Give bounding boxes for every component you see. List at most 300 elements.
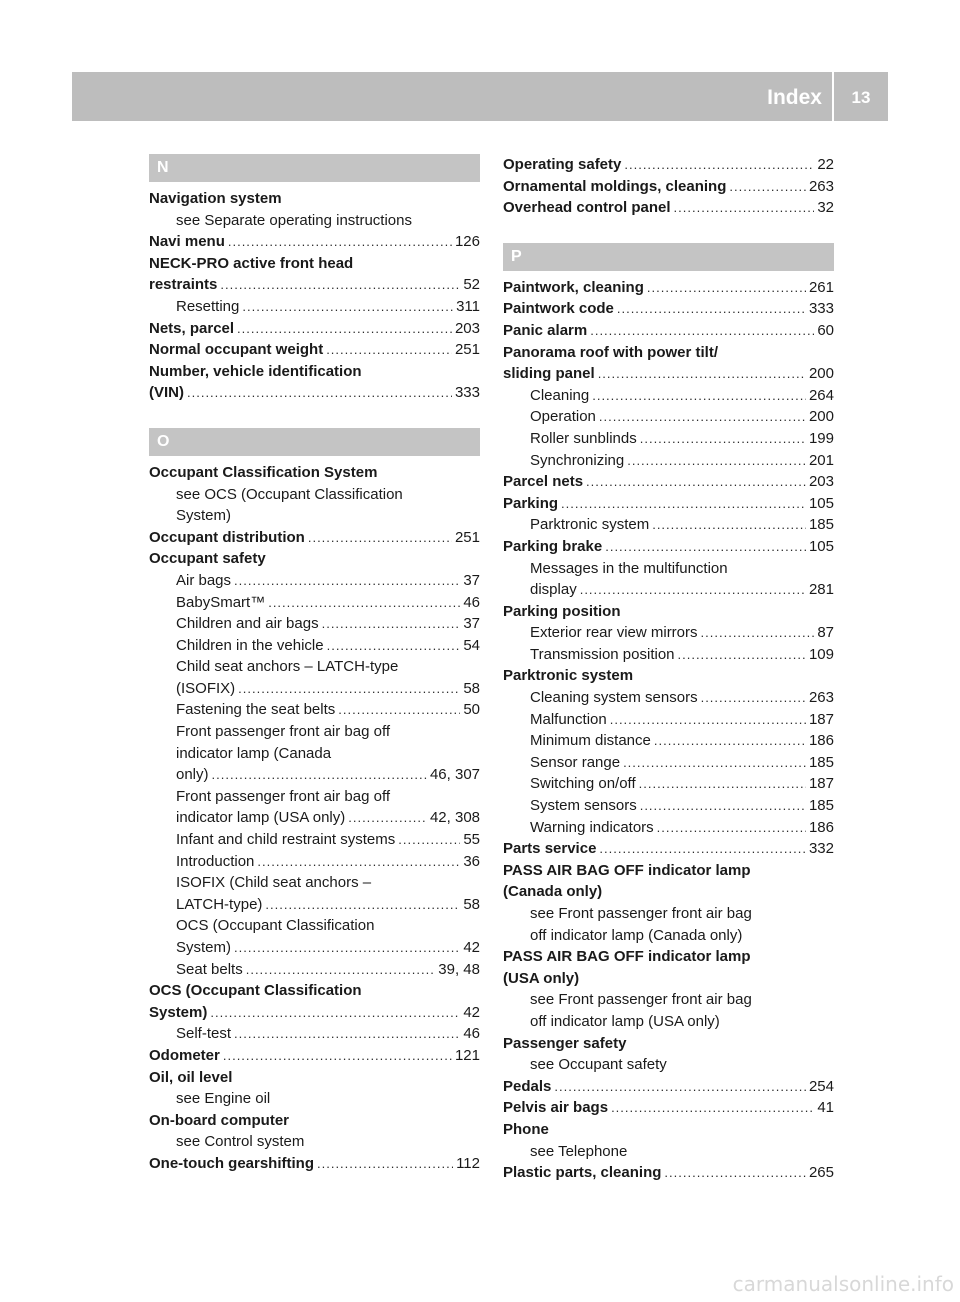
index-subentry xyxy=(503,622,834,644)
index-subentry xyxy=(149,872,480,915)
dot-leader xyxy=(308,527,452,549)
page-reference[interactable]: 42, 308 xyxy=(429,809,480,827)
entry-line xyxy=(149,274,480,296)
entry-label: Sensor range xyxy=(530,753,621,771)
entry-line xyxy=(503,1011,834,1033)
entry-label: Infant and child restraint systems xyxy=(176,831,396,849)
entry-line xyxy=(503,730,834,752)
index-column-right xyxy=(503,154,834,1184)
index-subentry xyxy=(503,1054,834,1076)
dot-leader xyxy=(234,937,460,959)
dot-leader xyxy=(598,363,806,385)
page-reference[interactable]: 42 xyxy=(463,939,480,956)
index-entry xyxy=(503,176,834,198)
entry-line xyxy=(503,709,834,731)
entry-label: Operating safety xyxy=(503,156,622,173)
entry-line xyxy=(149,505,480,527)
entry-label: Synchronizing xyxy=(530,451,625,469)
page-reference[interactable]: 52 xyxy=(463,276,480,294)
entry-label: LATCH-type) xyxy=(176,895,263,913)
entry-line xyxy=(149,959,480,981)
entry-line xyxy=(149,253,480,275)
page-reference[interactable]: 46 xyxy=(463,1025,480,1043)
page-reference[interactable]: 333 xyxy=(808,300,834,318)
entry-label: Number, vehicle identification xyxy=(149,362,362,380)
dot-leader xyxy=(640,795,806,817)
page-reference[interactable]: 200 xyxy=(808,408,834,426)
dot-leader xyxy=(220,274,460,296)
page-reference[interactable]: 50 xyxy=(463,701,480,719)
dot-leader xyxy=(599,406,806,428)
index-entry xyxy=(503,197,834,219)
entry-label: Fastening the seat belts xyxy=(176,701,336,719)
page-reference[interactable]: 22 xyxy=(817,156,834,173)
entry-label: see Front passenger front air bag xyxy=(530,905,752,922)
entry-line xyxy=(503,406,834,428)
page-reference[interactable]: 60 xyxy=(817,321,834,339)
page-reference[interactable]: 185 xyxy=(808,797,834,815)
entry-line xyxy=(149,915,480,937)
page-reference[interactable]: 55 xyxy=(463,831,480,849)
index-subentry xyxy=(149,1131,480,1153)
entry-line xyxy=(149,635,480,657)
page-reference[interactable]: 121 xyxy=(454,1046,480,1064)
entry-label: sliding panel xyxy=(503,365,595,383)
entry-line xyxy=(503,428,834,450)
page-reference[interactable]: 251 xyxy=(454,341,480,359)
index-subentry xyxy=(149,613,480,635)
index-subentry xyxy=(149,959,480,981)
entry-line xyxy=(149,231,480,253)
dot-leader xyxy=(617,298,806,320)
entry-line xyxy=(149,699,480,721)
index-subentry xyxy=(503,406,834,428)
index-subentry xyxy=(149,699,480,721)
index-entry xyxy=(503,838,834,860)
entry-label: Exterior rear view mirrors xyxy=(530,624,698,642)
entry-line xyxy=(503,968,834,990)
entry-label: Normal occupant weight xyxy=(149,341,324,359)
page-reference[interactable]: 281 xyxy=(808,581,834,599)
dot-leader xyxy=(265,894,460,916)
entry-label: PASS AIR BAG OFF indicator lamp xyxy=(503,861,751,879)
index-subentry xyxy=(503,817,834,839)
index-subentry xyxy=(149,656,480,699)
entry-label: Self-test xyxy=(176,1025,232,1043)
entry-label: indicator lamp (USA only) xyxy=(176,809,346,827)
entry-label: Pedals xyxy=(503,1077,552,1095)
page-reference[interactable]: 332 xyxy=(808,840,834,858)
page-reference[interactable]: 185 xyxy=(808,753,834,771)
dot-leader xyxy=(599,838,806,860)
dot-leader xyxy=(640,428,806,450)
page-reference[interactable]: 37 xyxy=(463,615,480,633)
index-subentry xyxy=(149,592,480,614)
entry-label: see Occupant safety xyxy=(530,1056,667,1074)
entry-line xyxy=(503,277,834,299)
entry-line xyxy=(503,514,834,536)
page-reference[interactable]: 203 xyxy=(808,473,834,491)
page-reference[interactable]: 265 xyxy=(808,1164,834,1182)
dot-leader xyxy=(268,592,460,614)
dot-leader xyxy=(654,730,806,752)
entry-line xyxy=(149,807,480,829)
entry-label: Parcel nets xyxy=(503,473,584,491)
page-reference[interactable]: 251 xyxy=(454,528,480,546)
entry-line xyxy=(149,894,480,916)
entry-line xyxy=(149,210,480,232)
page-reference[interactable]: 263 xyxy=(808,177,834,195)
entry-line xyxy=(503,1141,834,1163)
entry-line xyxy=(503,773,834,795)
entry-line xyxy=(149,361,480,383)
entry-line xyxy=(149,678,480,700)
entry-line xyxy=(503,903,834,925)
entry-label: (USA only) xyxy=(503,969,580,987)
page-reference[interactable]: 39, 48 xyxy=(438,960,480,978)
index-entry xyxy=(149,339,480,361)
entry-label: System) xyxy=(176,507,232,525)
entry-line xyxy=(149,656,480,678)
entry-line xyxy=(503,817,834,839)
index-subentry xyxy=(503,773,834,795)
index-subentry xyxy=(149,296,480,318)
index-entry xyxy=(149,231,480,253)
page-reference[interactable]: 200 xyxy=(808,365,834,383)
entry-label: Transmission position xyxy=(530,645,675,663)
entry-label: see Engine oil xyxy=(176,1090,271,1108)
page-reference[interactable]: 254 xyxy=(808,1077,834,1095)
entry-line xyxy=(149,1045,480,1067)
page-reference[interactable]: 187 xyxy=(808,710,834,728)
entry-line xyxy=(503,860,834,882)
dot-leader xyxy=(326,339,452,361)
entry-label: Messages in the multifunction xyxy=(530,559,728,577)
entry-line xyxy=(503,881,834,903)
entry-line xyxy=(149,764,480,786)
index-subentry xyxy=(149,915,480,958)
entry-label: OCS (Occupant Classification xyxy=(176,917,375,935)
entry-label: Parking xyxy=(503,494,559,512)
dot-leader xyxy=(627,450,806,472)
dot-leader xyxy=(639,773,806,795)
entry-line xyxy=(503,925,834,947)
index-entry xyxy=(149,980,480,1023)
index-entry xyxy=(149,1067,480,1089)
entry-line xyxy=(149,786,480,808)
dot-leader xyxy=(674,197,815,219)
dot-leader xyxy=(624,154,814,176)
index-subentry xyxy=(149,829,480,851)
page-reference[interactable]: 37 xyxy=(463,571,480,589)
header-bar xyxy=(72,72,832,121)
entry-line xyxy=(149,318,480,340)
entry-label: Plastic parts, cleaning xyxy=(503,1164,662,1182)
dot-leader xyxy=(701,622,815,644)
entry-line xyxy=(503,795,834,817)
entry-label: Children and air bags xyxy=(176,615,319,633)
page-reference[interactable]: 333 xyxy=(454,384,480,402)
entry-label: Paintwork, cleaning xyxy=(503,278,644,296)
page-reference[interactable]: 261 xyxy=(808,278,834,296)
index-entry xyxy=(503,298,834,320)
section-gap xyxy=(149,404,480,428)
entry-line xyxy=(503,1119,834,1141)
page-title: Index xyxy=(767,86,822,109)
dot-leader xyxy=(678,644,806,666)
entry-label: ISOFIX (Child seat anchors – xyxy=(176,874,372,892)
index-subentry xyxy=(503,687,834,709)
entry-label: Roller sunblinds xyxy=(530,429,637,447)
page-reference[interactable]: 201 xyxy=(808,451,834,469)
index-entry xyxy=(503,536,834,558)
entry-line xyxy=(149,613,480,635)
page-reference[interactable]: 311 xyxy=(456,297,480,315)
index-subentry xyxy=(503,989,834,1032)
page-reference[interactable]: 54 xyxy=(463,636,480,654)
entry-label: see Telephone xyxy=(530,1142,628,1160)
index-entry xyxy=(503,342,834,385)
entry-label: only) xyxy=(176,766,209,784)
page-reference[interactable]: 32 xyxy=(817,199,834,217)
dot-leader xyxy=(590,320,814,342)
dot-leader xyxy=(605,536,806,558)
entry-label: Parking position xyxy=(503,602,621,620)
entry-label: Parktronic system xyxy=(530,516,650,534)
entry-line xyxy=(503,579,834,601)
entry-line xyxy=(149,548,480,570)
dot-leader xyxy=(623,752,806,774)
entry-line xyxy=(149,829,480,851)
dot-leader xyxy=(237,318,452,340)
entry-line xyxy=(503,342,834,364)
page-reference[interactable]: 42 xyxy=(463,1003,480,1021)
entry-line xyxy=(149,1002,480,1024)
entry-label: Cleaning xyxy=(530,386,590,404)
entry-label: On-board computer xyxy=(149,1111,290,1129)
dot-leader xyxy=(611,1097,814,1119)
entry-line xyxy=(149,462,480,484)
entry-line xyxy=(503,450,834,472)
index-subentry xyxy=(503,558,834,601)
entry-label: off indicator lamp (USA only) xyxy=(530,1012,720,1030)
dot-leader xyxy=(592,385,806,407)
entry-line xyxy=(503,363,834,385)
section-letter-header: N xyxy=(149,154,480,182)
dot-leader xyxy=(187,382,452,404)
page-reference[interactable]: 58 xyxy=(463,895,480,913)
dot-leader xyxy=(652,514,806,536)
dot-leader xyxy=(327,635,461,657)
entry-label: One-touch gearshifting xyxy=(149,1154,314,1172)
entry-line xyxy=(149,872,480,894)
entry-label: Parking brake xyxy=(503,537,603,555)
entry-line xyxy=(503,320,834,342)
dot-leader xyxy=(228,231,452,253)
index-entry xyxy=(503,471,834,493)
index-subentry xyxy=(149,210,480,232)
entry-label: see Front passenger front air bag xyxy=(530,991,752,1009)
entry-label: Occupant Classification System xyxy=(149,463,378,481)
entry-label: Introduction xyxy=(176,852,255,870)
page-reference[interactable]: 109 xyxy=(808,645,834,663)
section-letter-header: P xyxy=(503,243,834,271)
index-subentry xyxy=(503,644,834,666)
index-subentry xyxy=(503,514,834,536)
entry-label: (ISOFIX) xyxy=(176,679,236,697)
page-reference[interactable]: 112 xyxy=(456,1154,480,1172)
dot-leader xyxy=(664,1162,806,1184)
index-entry xyxy=(149,548,480,570)
index-entry xyxy=(149,527,480,549)
dot-leader xyxy=(580,579,806,601)
index-entry xyxy=(149,1045,480,1067)
watermark-text: carmanualsonline.info xyxy=(732,1272,954,1296)
entry-label: Ornamental moldings, cleaning xyxy=(503,177,727,195)
entry-line xyxy=(149,1131,480,1153)
entry-label: Warning indicators xyxy=(530,818,654,836)
page-reference[interactable]: 46 xyxy=(463,593,480,611)
entry-line xyxy=(149,1110,480,1132)
page-reference[interactable]: 263 xyxy=(808,689,834,707)
index-subentry xyxy=(149,851,480,873)
entry-line xyxy=(503,601,834,623)
dot-leader xyxy=(238,678,460,700)
entry-line xyxy=(149,527,480,549)
index-subentry xyxy=(503,1141,834,1163)
entry-line xyxy=(503,536,834,558)
entry-label: Nets, parcel xyxy=(149,319,235,337)
page-reference[interactable]: 41 xyxy=(817,1099,834,1117)
index-entry xyxy=(503,946,834,989)
index-entry xyxy=(503,493,834,515)
dot-leader xyxy=(210,1002,460,1024)
entry-label: Oil, oil level xyxy=(149,1068,233,1086)
entry-line xyxy=(503,644,834,666)
page-reference[interactable]: 46, 307 xyxy=(429,766,480,784)
index-subentry xyxy=(149,635,480,657)
entry-label: Switching on/off xyxy=(530,775,636,793)
dot-leader xyxy=(657,817,806,839)
page-reference[interactable]: 203 xyxy=(454,319,480,337)
dot-leader xyxy=(348,807,427,829)
index-entry xyxy=(503,665,834,687)
dot-leader xyxy=(212,764,427,786)
entry-line xyxy=(149,851,480,873)
page-reference[interactable]: 186 xyxy=(808,818,834,836)
entry-line xyxy=(149,1153,480,1175)
entry-line xyxy=(149,592,480,614)
entry-line xyxy=(149,570,480,592)
index-subentry xyxy=(149,484,480,527)
page-number-box xyxy=(834,72,888,121)
dot-leader xyxy=(234,570,460,592)
page-reference[interactable]: 126 xyxy=(454,233,480,251)
index-subentry xyxy=(503,752,834,774)
dot-leader xyxy=(647,277,806,299)
index-entry xyxy=(503,1033,834,1055)
index-entry xyxy=(149,462,480,484)
index-column-left xyxy=(149,154,480,1175)
entry-label: see Separate operating instructions xyxy=(176,211,412,229)
index-subentry xyxy=(149,721,480,786)
entry-label: Panic alarm xyxy=(503,321,588,339)
page-reference[interactable]: 87 xyxy=(817,624,834,642)
entry-label: Occupant distribution xyxy=(149,528,305,546)
entry-label: System sensors xyxy=(530,797,637,815)
entry-label: Operation xyxy=(530,408,596,426)
entry-label: Pelvis air bags xyxy=(503,1099,609,1117)
entry-label: Resetting xyxy=(176,297,240,315)
entry-line xyxy=(149,1023,480,1045)
entry-label: Malfunction xyxy=(530,710,607,728)
dot-leader xyxy=(242,296,453,318)
dot-leader xyxy=(317,1153,453,1175)
dot-leader xyxy=(257,851,460,873)
page-reference[interactable]: 36 xyxy=(463,852,480,870)
entry-line xyxy=(149,980,480,1002)
entry-label: Cleaning system sensors xyxy=(530,689,698,707)
entry-label: see OCS (Occupant Classification xyxy=(176,485,403,503)
entry-line xyxy=(503,471,834,493)
entry-label: System) xyxy=(149,1003,208,1021)
page-reference[interactable]: 105 xyxy=(808,537,834,555)
entry-line xyxy=(503,687,834,709)
dot-leader xyxy=(223,1045,452,1067)
page-reference[interactable]: 186 xyxy=(808,732,834,750)
entry-label: Air bags xyxy=(176,571,232,589)
dot-leader xyxy=(701,687,806,709)
entry-label: display xyxy=(530,581,577,599)
dot-leader xyxy=(586,471,806,493)
entry-label: Passenger safety xyxy=(503,1034,627,1052)
dot-leader xyxy=(338,699,460,721)
page-reference[interactable]: 105 xyxy=(808,494,834,512)
index-entry xyxy=(503,1097,834,1119)
entry-label: see Control system xyxy=(176,1133,305,1151)
index-entry xyxy=(503,601,834,623)
entry-label: OCS (Occupant Classification xyxy=(149,982,362,1000)
index-entry xyxy=(503,1162,834,1184)
dot-leader xyxy=(729,176,806,198)
page-reference[interactable]: 264 xyxy=(808,386,834,404)
entry-line xyxy=(503,838,834,860)
entry-line xyxy=(503,1162,834,1184)
page-reference[interactable]: 187 xyxy=(808,775,834,793)
index-subentry xyxy=(503,795,834,817)
entry-label: off indicator lamp (Canada only) xyxy=(530,926,743,944)
entry-label: Panorama roof with power tilt/ xyxy=(503,343,719,361)
entry-line xyxy=(503,1097,834,1119)
entry-line xyxy=(149,484,480,506)
section-letter-header: O xyxy=(149,428,480,456)
page-reference[interactable]: 58 xyxy=(463,679,480,697)
entry-line xyxy=(149,296,480,318)
page-reference[interactable]: 199 xyxy=(808,429,834,447)
entry-label: Occupant safety xyxy=(149,550,266,568)
entry-line xyxy=(149,743,480,765)
index-entry xyxy=(503,277,834,299)
entry-label: Minimum distance xyxy=(530,732,651,750)
entry-line xyxy=(503,946,834,968)
page-reference[interactable]: 185 xyxy=(808,516,834,534)
entry-line xyxy=(149,339,480,361)
page-number: 13 xyxy=(851,88,871,107)
index-entry xyxy=(149,253,480,296)
index-subentry xyxy=(503,385,834,407)
entry-label: Odometer xyxy=(149,1046,220,1064)
entry-label: NECK-PRO active front head xyxy=(149,254,354,272)
